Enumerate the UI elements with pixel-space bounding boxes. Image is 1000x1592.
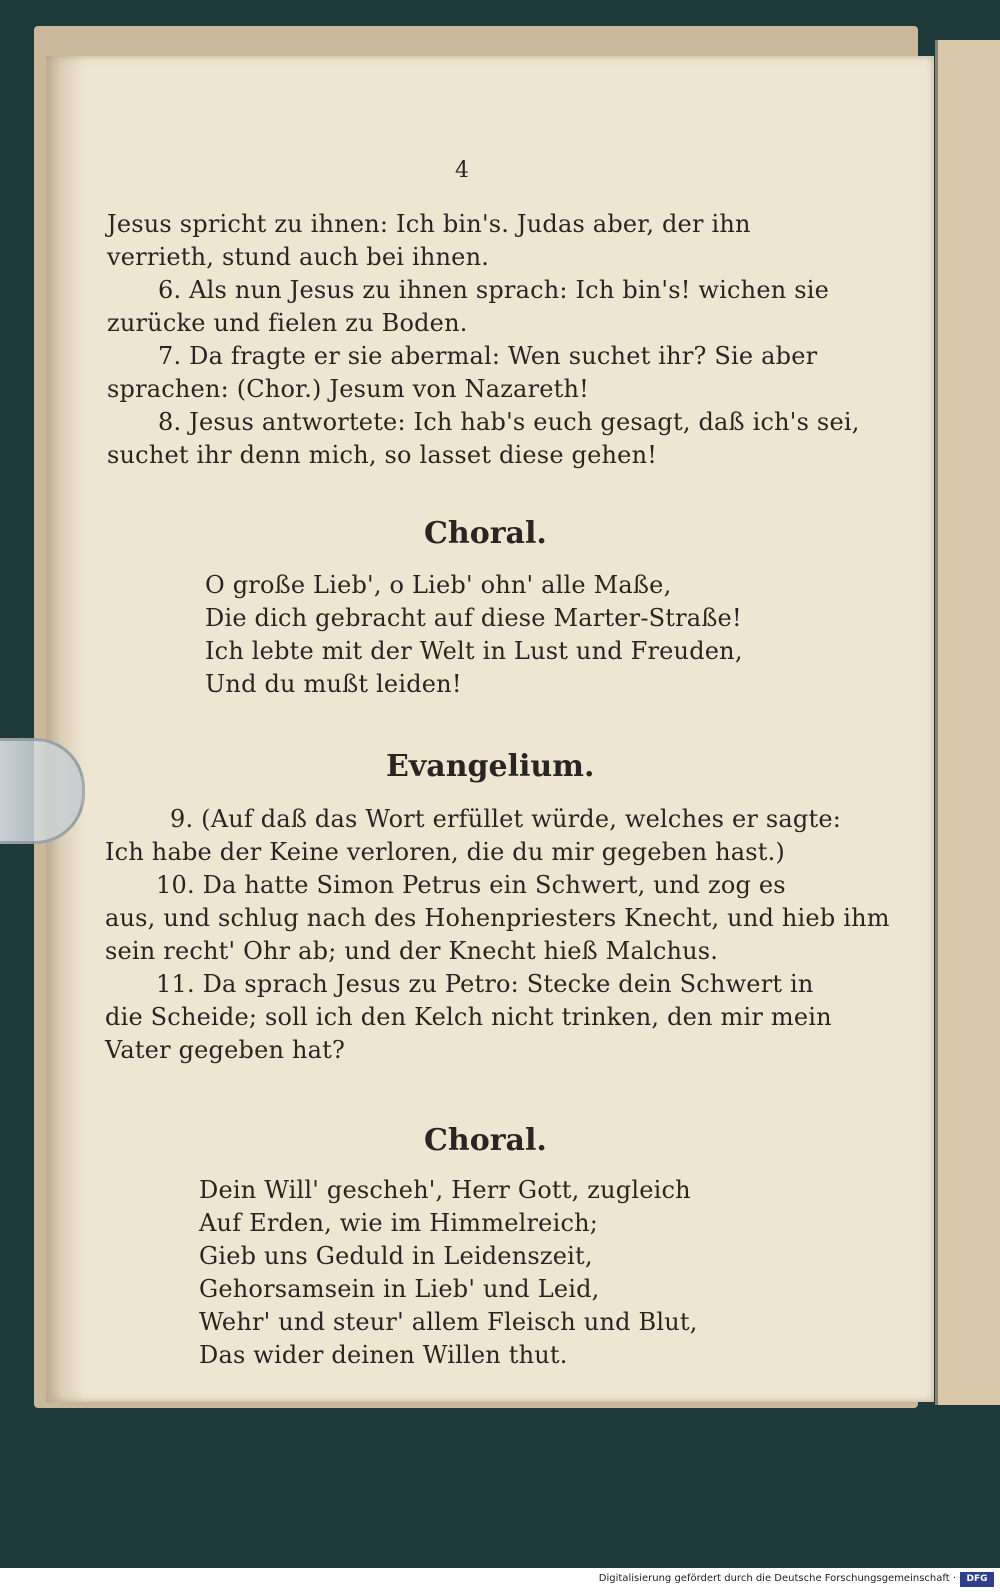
verse-line: Die dich gebracht auf diese Marter-Straße! [205, 604, 742, 632]
text-line: Vater gegeben hat? [105, 1036, 346, 1064]
dfg-logo: DFG [960, 1572, 994, 1587]
section-heading-choral: Choral. [424, 516, 547, 551]
text-line: 9. (Auf daß das Wort erfüllet würde, welches er sagte: [170, 805, 842, 833]
text-line: 7. Da fragte er sie abermal: Wen suchet ihr? Sie aber [158, 342, 818, 370]
text-line: sein recht' Ohr ab; und der Knecht hieß Malchus. [105, 937, 719, 965]
text-line: 6. Als nun Jesus zu ihnen sprach: Ich bin's! wichen sie [158, 276, 829, 304]
text-line: die Scheide; soll ich den Kelch nicht trinken, den mir mein [105, 1003, 832, 1031]
verse-line: Dein Will' gescheh', Herr Gott, zugleich [199, 1176, 691, 1204]
verse-line: Und du mußt leiden! [205, 670, 462, 698]
verse-line: Auf Erden, wie im Himmelreich; [199, 1209, 599, 1237]
text-line: sprachen: (Chor.) Jesum von Nazareth! [107, 375, 589, 403]
text-line: aus, und schlug nach des Hohenpriesters Knecht, und hieb ihm [105, 904, 890, 932]
verse-line: Wehr' und steur' allem Fleisch und Blut, [199, 1308, 698, 1336]
verse-line: O große Lieb', o Lieb' ohn' alle Maße, [205, 571, 672, 599]
verse-line: Das wider deinen Willen thut. [199, 1341, 568, 1369]
page-sheet [46, 56, 934, 1402]
text-line: zurücke und fielen zu Boden. [107, 309, 468, 337]
text-line: suchet ihr denn mich, so lasset diese gehen! [107, 441, 658, 469]
text-line: 8. Jesus antwortete: Ich hab's euch gesagt, daß ich's sei, [158, 408, 860, 436]
verse-line: Gehorsamsein in Lieb' und Leid, [199, 1275, 600, 1303]
text-line: 11. Da sprach Jesus zu Petro: Stecke dein Schwert in [156, 970, 814, 998]
next-page-edge [935, 40, 1000, 1405]
digitization-footer [0, 1568, 1000, 1592]
verse-line: Ich lebte mit der Welt in Lust und Freuden, [205, 637, 743, 665]
verse-line: Gieb uns Geduld in Leidenszeit, [199, 1242, 593, 1270]
text-line: 10. Da hatte Simon Petrus ein Schwert, und zog es [156, 871, 786, 899]
gutter-shadow [46, 56, 86, 1402]
section-heading-evangelium: Evangelium. [386, 749, 595, 784]
page-number: 4 [455, 158, 469, 183]
text-line: verrieth, stund auch bei ihnen. [107, 243, 490, 271]
text-line: Ich habe der Keine verloren, die du mir gegeben hast.) [105, 838, 785, 866]
text-line: Jesus spricht zu ihnen: Ich bin's. Judas aber, der ihn [107, 210, 751, 238]
digitization-credit: Digitalisierung gefördert durch die Deutsche Forschungsgemeinschaft · [598, 1573, 956, 1584]
section-heading-choral: Choral. [424, 1123, 547, 1158]
